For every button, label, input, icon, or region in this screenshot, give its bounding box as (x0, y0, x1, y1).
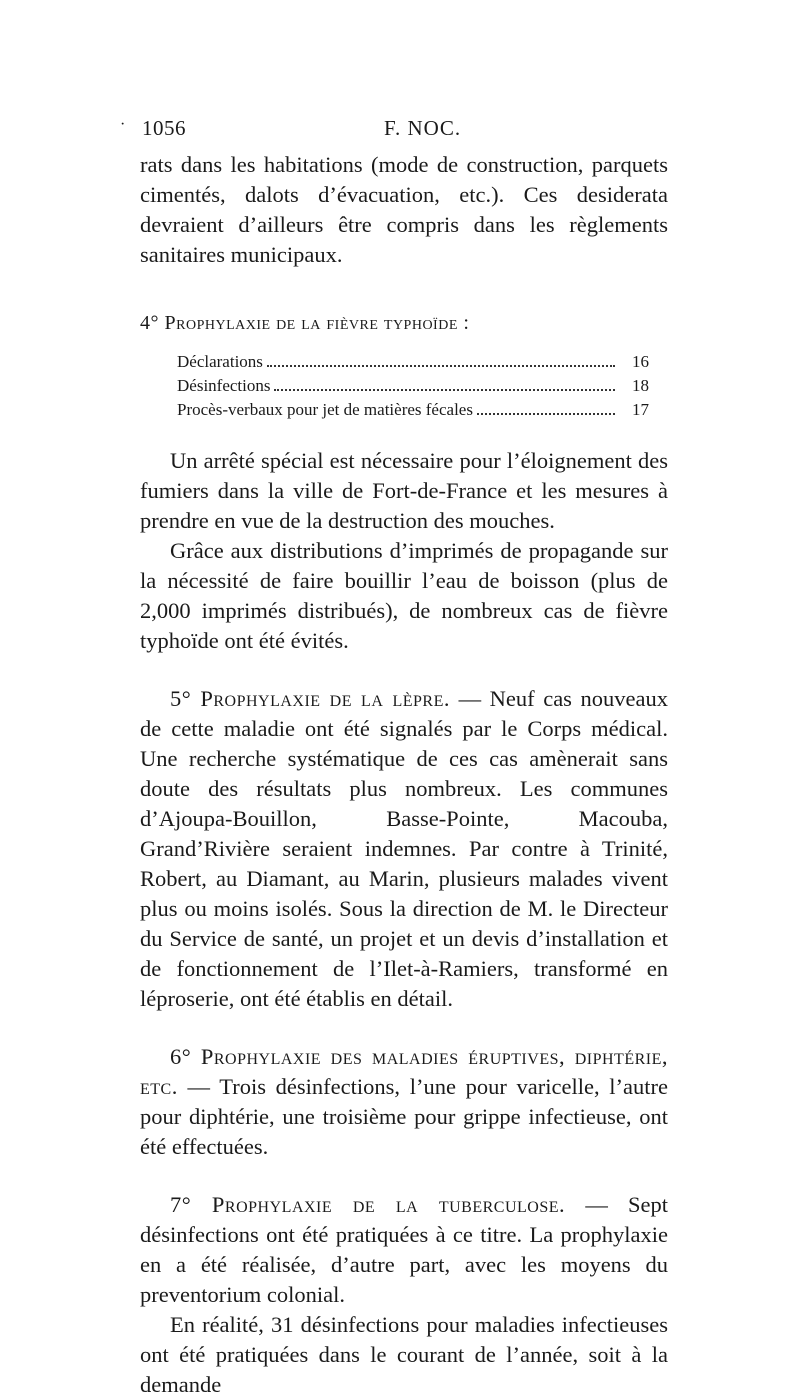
leader-dots (274, 389, 615, 391)
tuberculosis-paragraph (140, 1190, 668, 1310)
propaganda-paragraph: Grâce aux distributions d’imprimés de propagande sur la nécessité de faire bouillir l’eau de boisson (plus de 2,000 imprimés distribués), de nombreux cas de fièvre typhoïde ont été évités. (140, 538, 668, 653)
list-item-label: Déclarations (177, 352, 263, 371)
eruptive-paragraph (140, 1042, 668, 1162)
intro-paragraph: rats dans les habitations (mode de construction, parquets cimentés, dalots d’évacuation, etc.). Ces desiderata devraient d’ailleurs être compris dans les règlements sanitaires municipaux. (140, 152, 668, 267)
list-item (177, 350, 649, 374)
leprosy-paragraph (140, 684, 668, 1014)
typhoid-heading: 4° Prophylaxie de la fièvre typhoïde : (140, 312, 470, 334)
tuberculosis-heading: 7° Prophylaxie de la tuberculose. (170, 1192, 566, 1217)
running-header (120, 116, 668, 142)
leprosy-heading: 5° Prophylaxie de la lèpre. (170, 686, 450, 711)
list-item (177, 374, 649, 398)
eruptive-heading: 6° Prophylaxie des maladies éruptives, diphtérie, etc. (140, 1044, 668, 1099)
final-paragraph: En réalité, 31 désinfections pour maladies infectieuses ont été pratiquées dans le courant de l’année, soit à la demande (140, 1312, 668, 1397)
leader-dots (267, 365, 615, 367)
list-item-label: Procès-verbaux pour jet de matières fécales (177, 400, 473, 419)
list-item-label: Désinfections (177, 376, 271, 395)
list-item-value: 18 (632, 376, 649, 395)
eruptive-text: — Trois désinfections, l’une pour varicelle, l’autre pour diphtérie, une troisième pour grippe infectieuse, ont été effectuées. (140, 1074, 668, 1159)
running-title: F. NOC. (384, 116, 462, 140)
leprosy-text: — Neuf cas nouveaux de cette maladie ont été signalés par le Corps médical. Une recherche systématique de ces cas amènerait sans doute des résultats plus nombreux. Les communes d’Ajoupa-Bouillon, Basse-Pointe, Macouba, Grand’Rivière seraient indemnes. Par contre à Trinité, Robert, au Diamant, au Marin, plusieurs malades vivent plus ou moins isolés. Sous la direction de M. le Directeur du Service de santé, un projet et un devis d’installation et de fonctionnement de l’Ilet-à-Ramiers, transformé en léproserie, ont été établis en détail. (140, 686, 668, 1011)
tuberculosis-text: — Sept désinfections ont été pratiquées à ce titre. La prophylaxie en a été réalisée, d’autre part, avec les moyens du preventorium colonial. (140, 1192, 668, 1307)
leader-dots (477, 413, 615, 415)
page-number: 1056 (142, 116, 186, 140)
list-item-value: 17 (632, 400, 649, 419)
typhoid-statistics-list (177, 350, 649, 422)
page-body (140, 150, 668, 1400)
list-item-value: 16 (632, 352, 649, 371)
margin-mark: · (120, 116, 126, 133)
arrete-paragraph: Un arrêté spécial est nécessaire pour l’éloignement des fumiers dans la ville de Fort-de-France et les mesures à prendre en vue de la destruction des mouches. (140, 448, 668, 533)
list-item (177, 398, 649, 422)
